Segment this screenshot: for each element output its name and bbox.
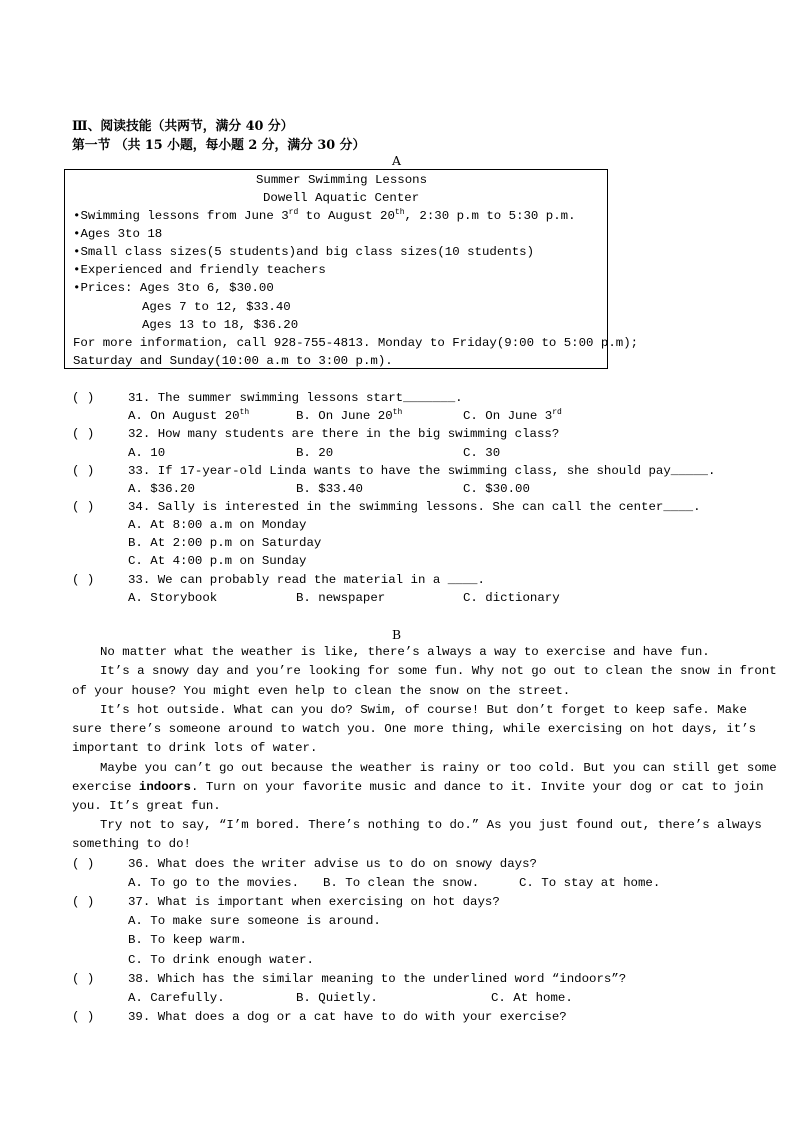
text-segment: exercise	[72, 780, 139, 794]
option-a: A. To make sure someone is around.	[128, 914, 381, 928]
question-stem: 36. What does the writer advise us to do on snowy days?	[128, 857, 537, 871]
passage-b-p3b: sure there’s someone around to watch you. One more thing, while exercising on hot days, it’s	[72, 722, 757, 736]
option-b: B. 20	[296, 446, 334, 460]
option-c: C. To stay at home.	[519, 876, 661, 890]
option-a	[128, 409, 249, 423]
ad-info-2: Saturday and Sunday(10:00 a.m to 3:00 p.m).	[73, 354, 393, 368]
option-c: C. $30.00	[463, 482, 530, 496]
ad-subtitle: Dowell Aquatic Center	[263, 191, 420, 205]
passage-b-p4c: you. It’s great fun.	[72, 799, 221, 813]
question-stem: 37. What is important when exercising on hot days?	[128, 895, 500, 909]
passage-b-p4b	[72, 780, 764, 794]
passage-b-p2b: of your house? You might even help to clean the snow on the street.	[72, 684, 571, 698]
ad-dates-part3: , 2:30 p.m to 5:30 p.m.	[404, 209, 576, 223]
ad-line-ages	[73, 227, 162, 241]
answer-bracket[interactable]: ( )	[72, 427, 95, 441]
option-b: B. newspaper	[296, 591, 386, 605]
option-b: B. At 2:00 p.m on Saturday	[128, 536, 322, 550]
bullet-icon: •	[73, 263, 81, 277]
bullet-icon: •	[73, 227, 81, 241]
option-a: A. At 8:00 a.m on Monday	[128, 518, 307, 532]
option-c	[463, 409, 562, 423]
ad-dates-sup2: th	[394, 207, 405, 217]
option-a: A. To go to the movies.	[128, 876, 300, 890]
answer-bracket[interactable]: ( )	[72, 1010, 95, 1024]
passage-b-p2a: It’s a snowy day and you’re looking for some fun. Why not go out to clean the snow in front	[100, 664, 777, 678]
option-a: A. $36.20	[128, 482, 195, 496]
option-b: B. To keep warm.	[128, 933, 247, 947]
ad-line-teachers	[73, 263, 326, 277]
passage-b-p5a: Try not to say, “I’m bored. There’s nothing to do.” As you just found out, there’s always	[100, 818, 762, 832]
question-stem: 38. Which has the similar meaning to the underlined word “indoors”?	[128, 972, 627, 986]
option-b: B. Quietly.	[296, 991, 378, 1005]
passage-b-p3a: It’s hot outside. What can you do? Swim, of course! But don’t forget to keep safe. Make	[100, 703, 747, 717]
option-text: C. On June 3	[463, 409, 553, 423]
question-stem: 39. What does a dog or a cat have to do with your exercise?	[128, 1010, 567, 1024]
option-b: B. $33.40	[296, 482, 363, 496]
option-c: C. To drink enough water.	[128, 953, 314, 967]
indoors-word: indoors	[138, 780, 191, 794]
question-stem: 31. The summer swimming lessons start_______.	[128, 391, 463, 405]
ad-price-3: Ages 13 to 18, $36.20	[142, 318, 299, 332]
ad-teachers: Experienced and friendly teachers	[80, 263, 326, 277]
question-stem: 33. We can probably read the material in a ____.	[128, 573, 485, 587]
ad-line-dates	[73, 209, 576, 223]
ad-price-2: Ages 7 to 12, $33.40	[142, 300, 291, 314]
ad-line-class-sizes	[73, 245, 534, 259]
ad-dates-sup1: rd	[288, 207, 299, 217]
option-b: B. To clean the snow.	[323, 876, 480, 890]
bullet-icon: •	[73, 281, 81, 295]
passage-b-p4a: Maybe you can’t go out because the weather is rainy or too cold. But you can still get some	[100, 761, 777, 775]
text-segment: . Turn on your favorite music and dance to it. Invite your dog or cat to join	[190, 780, 764, 794]
option-b	[296, 409, 402, 423]
part-title: 第一节 （共 15 小题，每小题 2 分，满分 30 分）	[72, 138, 366, 153]
option-text: A. On August 20	[128, 409, 240, 423]
question-stem: 34. Sally is interested in the swimming lessons. She can call the center____.	[128, 500, 701, 514]
passage-a-label: A	[392, 153, 401, 168]
section-title: Ⅲ、阅读技能（共两节，满分 40 分）	[72, 119, 294, 134]
passage-b-p1: No matter what the weather is like, there’s always a way to exercise and have fun.	[100, 645, 710, 659]
passage-b-p5b: something to do!	[72, 837, 191, 851]
option-sup: th	[392, 407, 403, 417]
answer-bracket[interactable]: ( )	[72, 464, 95, 478]
option-c: C. At 4:00 p.m on Sunday	[128, 554, 307, 568]
option-a: A. 10	[128, 446, 166, 460]
ad-dates-part2: to August 20	[298, 209, 395, 223]
question-stem: 33. If 17-year-old Linda wants to have the swimming class, she should pay_____.	[128, 464, 716, 478]
answer-bracket[interactable]: ( )	[72, 500, 95, 514]
ad-prices: Prices: Ages 3to 6, $30.00	[80, 281, 274, 295]
passage-b-label: B	[392, 627, 402, 642]
option-sup: rd	[552, 407, 562, 417]
ad-info-1: For more information, call 928-755-4813. Monday to Friday(9:00 to 5:00 p.m);	[73, 336, 639, 350]
option-sup: th	[239, 407, 250, 417]
option-text: B. On June 20	[296, 409, 393, 423]
ad-dates-part1: Swimming lessons from June 3	[80, 209, 289, 223]
answer-bracket[interactable]: ( )	[72, 573, 95, 587]
answer-bracket[interactable]: ( )	[72, 895, 95, 909]
bullet-icon: •	[73, 209, 81, 223]
passage-b-p3c: important to drink lots of water.	[72, 741, 318, 755]
ad-ages: Ages 3to 18	[80, 227, 163, 241]
ad-title: Summer Swimming Lessons	[256, 173, 428, 187]
option-c: C. 30	[463, 446, 501, 460]
answer-bracket[interactable]: ( )	[72, 391, 95, 405]
option-c: C. dictionary	[463, 591, 560, 605]
ad-line-prices	[73, 281, 274, 295]
bullet-icon: •	[73, 245, 81, 259]
option-c: C. At home.	[491, 991, 573, 1005]
answer-bracket[interactable]: ( )	[72, 857, 95, 871]
ad-class-sizes: Small class sizes(5 students)and big class sizes(10 students)	[80, 245, 535, 259]
answer-bracket[interactable]: ( )	[72, 972, 95, 986]
option-a: A. Storybook	[128, 591, 218, 605]
question-stem: 32. How many students are there in the big swimming class?	[128, 427, 560, 441]
option-a: A. Carefully.	[128, 991, 225, 1005]
